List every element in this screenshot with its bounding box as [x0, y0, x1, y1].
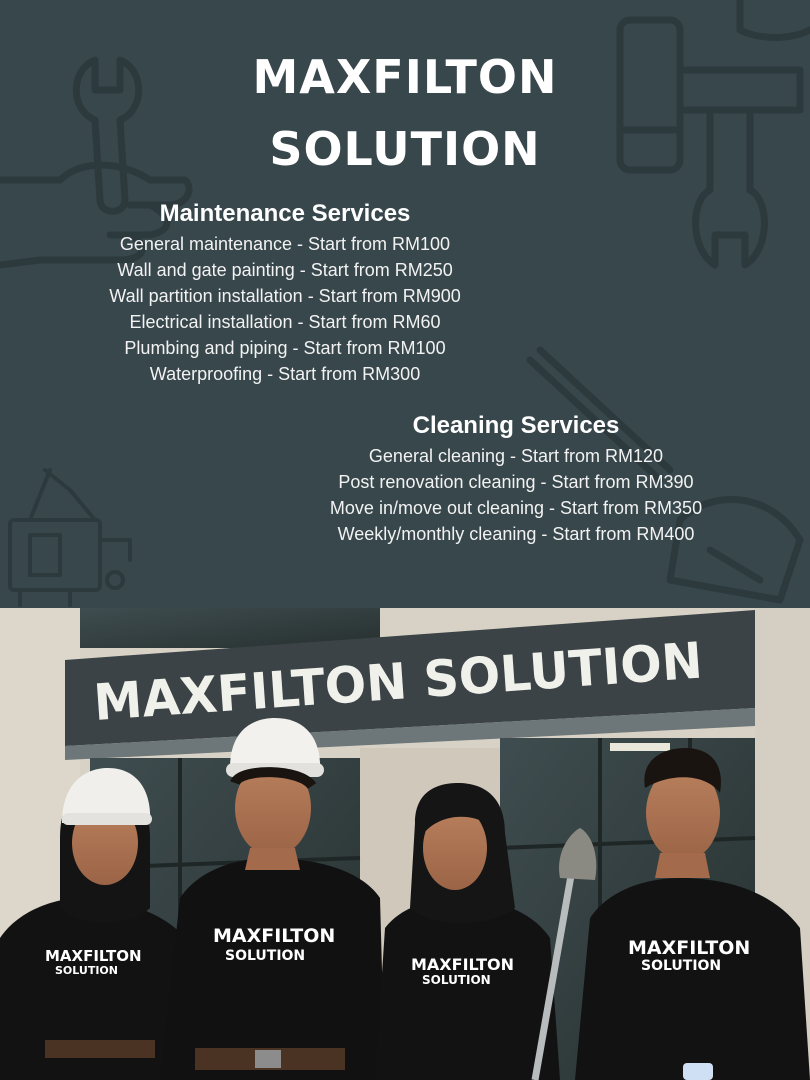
maintenance-heading: Maintenance Services [159, 200, 411, 227]
maintenance-item: Waterproofing - Start from RM300 [149, 364, 421, 384]
cleaning-item: Post renovation cleaning - Start from RM390 [338, 472, 694, 492]
maintenance-item: Plumbing and piping - Start from RM100 [124, 338, 446, 358]
shirt-logo-2b: SOLUTION [225, 948, 306, 964]
shirt-logo-1b: SOLUTION [55, 964, 118, 977]
cleaning-heading: Cleaning Services [412, 412, 620, 439]
team-photo-illustration [0, 608, 810, 1080]
cleaning-list [266, 443, 766, 547]
maintenance-item: Wall partition installation - Start from RM900 [109, 286, 461, 306]
maintenance-list [35, 231, 535, 387]
shirt-logo-4a: MAXFILTON [628, 937, 751, 959]
shirt-logo-2a: MAXFILTON [213, 925, 336, 947]
maintenance-item: Electrical installation - Start from RM60 [129, 312, 441, 332]
brand-title-line2: SOLUTION [269, 122, 541, 176]
cleaning-item: Weekly/monthly cleaning - Start from RM400 [337, 524, 695, 544]
cleaning-item: General cleaning - Start from RM120 [368, 446, 664, 466]
cleaning-cart-icon [0, 460, 140, 608]
shirt-logo-3a: MAXFILTON [411, 955, 514, 974]
team-photo [0, 608, 810, 1080]
shirt-logo-3b: SOLUTION [422, 973, 491, 987]
maintenance-item: General maintenance - Start from RM100 [119, 234, 451, 254]
building-sign: MAXFILTON SOLUTION [91, 630, 720, 732]
maintenance-item: Wall and gate painting - Start from RM250 [117, 260, 453, 280]
cleaning-item: Move in/move out cleaning - Start from RM350 [329, 498, 703, 518]
shirt-logo-1a: MAXFILTON [45, 947, 142, 965]
shirt-logo-4b: SOLUTION [641, 958, 722, 974]
brand-title-line1: MAXFILTON [252, 50, 558, 104]
